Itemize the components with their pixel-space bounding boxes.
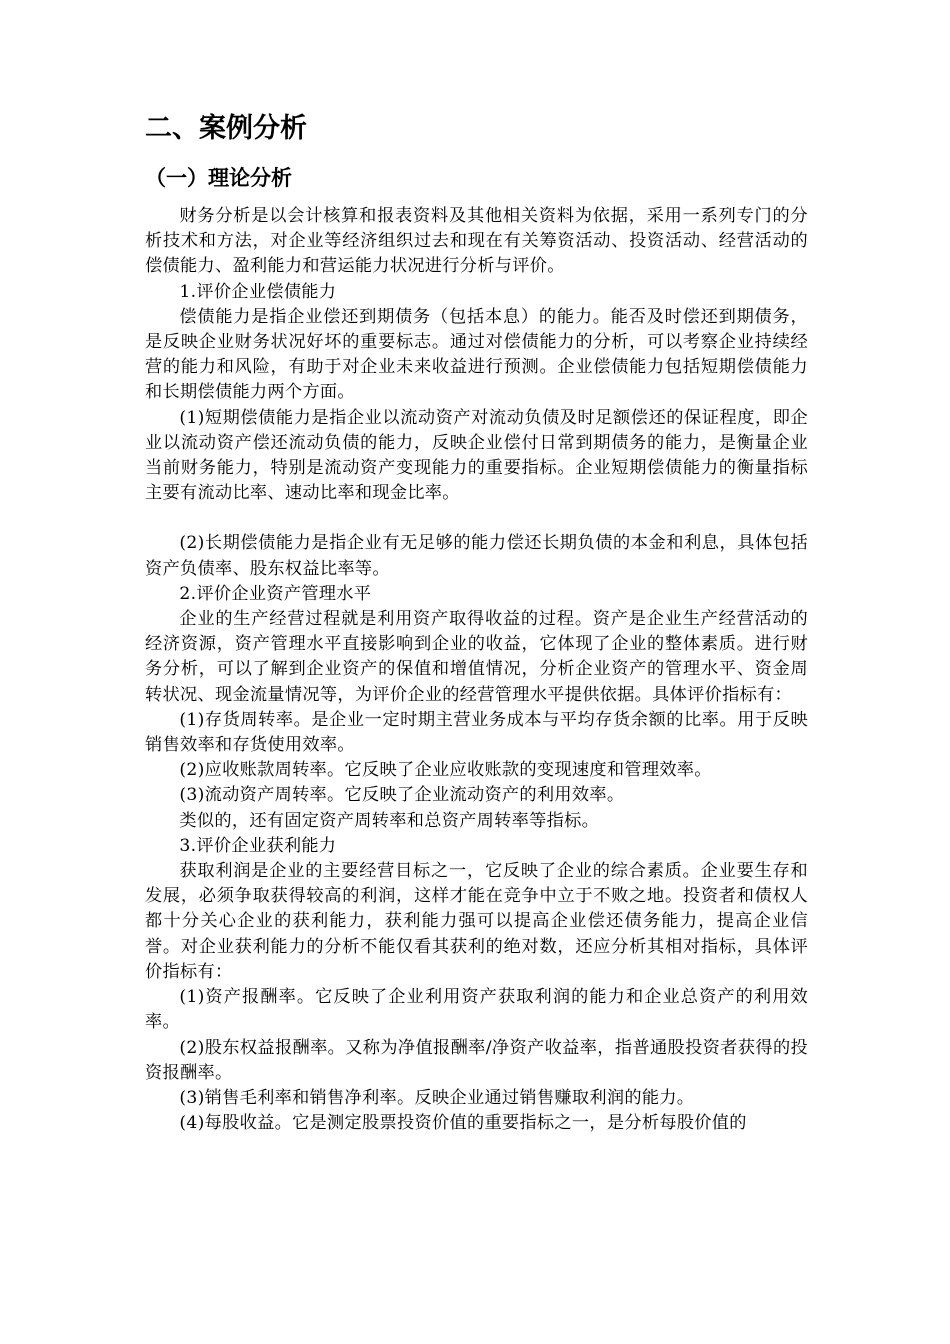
paragraph-profitability: 获取利润是企业的主要经营目标之一，它反映了企业的综合素质。企业要生存和发展，必须争取获得较高的利润，这样才能在竞争中立于不败之地。投资者和债权人都十分关心企业的获利能力，获利能力强可以提高企业偿还债务能力，提高企业信誉。对企业获利能力的分析不能仅看其获利的绝对数，还应分析其相对指标，具体评价指标有： bbox=[145, 861, 808, 982]
item-heading-solvency: 1.评价企业偿债能力 bbox=[179, 281, 337, 302]
section-heading: 二、案例分析 bbox=[145, 113, 307, 144]
paragraph-profit-margins: (3)销售毛利率和销售净利率。反映企业通过销售赚取利润的能力。 bbox=[179, 1087, 695, 1108]
paragraph-long-term-solvency: (2)长期偿债能力是指企业有无足够的能力偿还长期负债的本金和利息，具体包括资产负债率、股东权益比率等。 bbox=[145, 533, 808, 579]
paragraph-asset-management: 企业的生产经营过程就是利用资产取得收益的过程。资产是企业生产经营活动的经济资源，资产管理水平直接影响到企业的收益，它体现了企业的整体素质。进行财务分析，可以了解到企业资产的保值和增值情况，分析企业资产的管理水平、资金周转状况、现金流量情况等，为评价企业的经营管理水平提供依据。具体评价指标有： bbox=[145, 609, 808, 705]
subsection-heading: （一）理论分析 bbox=[145, 166, 292, 190]
paragraph-return-on-equity: (2)股东权益报酬率。又称为净值报酬率/净资产收益率，指普通股投资者获得的投资报酬率。 bbox=[145, 1037, 808, 1083]
paragraph-short-term-solvency: (1)短期偿债能力是指企业以流动资产对流动负债及时足额偿还的保证程度，即企业以流动资产偿还流动负债的能力，反映企业偿付日常到期债务的能力，是衡量企业当前财务能力，特别是流动资产变现能力的重要指标。企业短期偿债能力的衡量指标主要有流动比率、速动比率和现金比率。 bbox=[145, 407, 808, 504]
paragraph-intro: 财务分析是以会计核算和报表资料及其他相关资料为依据，采用一系列专门的分析技术和方法，对企业等经济组织过去和现在有关筹资活动、投资活动、经营活动的偿债能力、盈利能力和营运能力状况进行分析与评价。 bbox=[145, 206, 808, 277]
item-heading-profitability: 3.评价企业获利能力 bbox=[179, 835, 337, 856]
blank-line bbox=[145, 506, 808, 531]
paragraph-solvency: 偿债能力是指企业偿还到期债务（包括本息）的能力。能否及时偿还到期债务，是反映企业财务状况好坏的重要标志。通过对偿债能力的分析，可以考察企业持续经营的能力和风险，有助于对企业未来收益进行预测。企业偿债能力包括短期偿债能力和长期偿债能力两个方面。 bbox=[145, 306, 808, 403]
paragraph-current-asset-turnover: (3)流动资产周转率。它反映了企业流动资产的利用效率。 bbox=[179, 785, 625, 806]
paragraph-inventory-turnover: (1)存货周转率。是企业一定时期主营业务成本与平均存货余额的比率。用于反映销售效率和存货使用效率。 bbox=[145, 709, 808, 756]
paragraph-return-on-assets: (1)资产报酬率。它反映了企业利用资产获取利润的能力和企业总资产的利用效率。 bbox=[145, 987, 808, 1033]
paragraph-similar-indicators: 类似的，还有固定资产周转率和总资产周转率等指标。 bbox=[179, 810, 600, 831]
item-heading-asset-management: 2.评价企业资产管理水平 bbox=[179, 583, 372, 604]
paragraph-receivables-turnover: (2)应收账款周转率。它反映了企业应收账款的变现速度和管理效率。 bbox=[179, 760, 712, 781]
paragraph-earnings-per-share: (4)每股收益。它是测定股票投资价值的重要指标之一，是分析每股价值的 bbox=[179, 1113, 747, 1134]
